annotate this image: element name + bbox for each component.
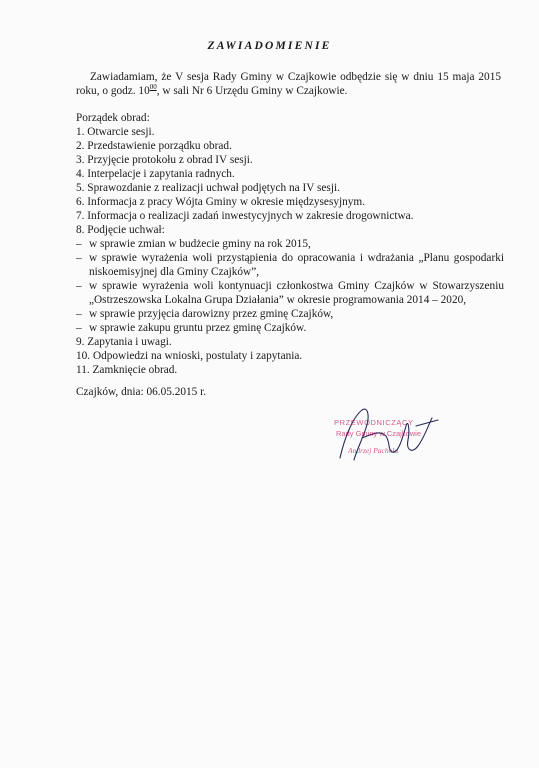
agenda-item: 7. Informacja o realizacji zadań inwestycyjnych w zakresie drogownictwa. bbox=[76, 210, 414, 222]
dash-bullet: – bbox=[76, 252, 82, 264]
agenda-item: 10. Odpowiedzi na wnioski, postulaty i zapytania. bbox=[76, 350, 303, 362]
agenda-item: 4. Interpelacje i zapytania radnych. bbox=[76, 168, 235, 180]
dash-bullet: – bbox=[76, 322, 82, 334]
resolutions-block bbox=[76, 237, 504, 335]
resolution-text: w sprawie zmian w budżecie gminy na rok 2015, bbox=[89, 238, 311, 250]
intro-text: Zawiadamiam, że V sesja Rady Gminy w Czajkowie odbędzie się w dniu 15 maja 2015 roku, o godz. 10 bbox=[76, 71, 501, 97]
stamp-title: PRZEWODNICZĄCY bbox=[334, 418, 414, 427]
handwritten-signature bbox=[332, 400, 442, 470]
agenda-item: 8. Podjęcie uchwał: bbox=[76, 224, 165, 236]
agenda-title: Porządek obrad: bbox=[76, 112, 150, 124]
document-title: ZAWIADOMIENIE bbox=[207, 40, 332, 52]
resolution-text: w sprawie wyrażenia woli kontynuacji członkostwa Gminy Czajków w Stowarzyszeniu „Ostrzeszowska Lokalna Grupa Działania” w okresie programowania 2014 – 2020, bbox=[89, 280, 504, 306]
dash-bullet: – bbox=[76, 238, 82, 250]
agenda-item: 9. Zapytania i uwagi. bbox=[76, 336, 172, 348]
agenda-item: 2. Przedstawienie porządku obrad. bbox=[76, 140, 232, 152]
agenda-list bbox=[76, 125, 504, 377]
resolutions-list bbox=[76, 237, 504, 335]
resolution-item bbox=[76, 321, 504, 335]
intro-time-superscript: 00 bbox=[149, 83, 157, 91]
stamp-council: Rady Gminy w Czajkowie bbox=[336, 429, 422, 438]
agenda-item: 6. Informacja z pracy Wójta Gminy w okresie międzysesyjnym. bbox=[76, 196, 366, 208]
resolution-text: w sprawie wyrażenia woli przystąpienia do opracowania i wdrażania „Planu gospodarki niskoemisyjnej dla Gminy Czajków”, bbox=[89, 252, 504, 278]
agenda-item: 11. Zamknięcie obrad. bbox=[76, 364, 178, 376]
resolution-item bbox=[76, 279, 504, 307]
agenda-item: 1. Otwarcie sesji. bbox=[76, 126, 155, 138]
resolution-item bbox=[76, 251, 504, 279]
resolution-item bbox=[76, 307, 504, 321]
date-line: Czajków, dnia: 06.05.2015 r. bbox=[76, 386, 207, 398]
intro-paragraph bbox=[76, 70, 501, 98]
resolution-item bbox=[76, 237, 504, 251]
agenda-item: 5. Sprawozdanie z realizacji uchwał podjętych na IV sesji. bbox=[76, 182, 340, 194]
resolution-text: w sprawie zakupu gruntu przez gminę Czajków. bbox=[89, 322, 307, 334]
dash-bullet: – bbox=[76, 280, 82, 292]
stamp-name: Andrzej Pachoła bbox=[348, 446, 399, 455]
intro-text-end: , w sali Nr 6 Urzędu Gminy w Czajkowie. bbox=[156, 85, 348, 97]
resolution-text: w sprawie przyjęcia darowizny przez gminę Czajków, bbox=[89, 308, 334, 320]
dash-bullet: – bbox=[76, 308, 82, 320]
agenda-item: 3. Przyjęcie protokołu z obrad IV sesji. bbox=[76, 154, 253, 166]
